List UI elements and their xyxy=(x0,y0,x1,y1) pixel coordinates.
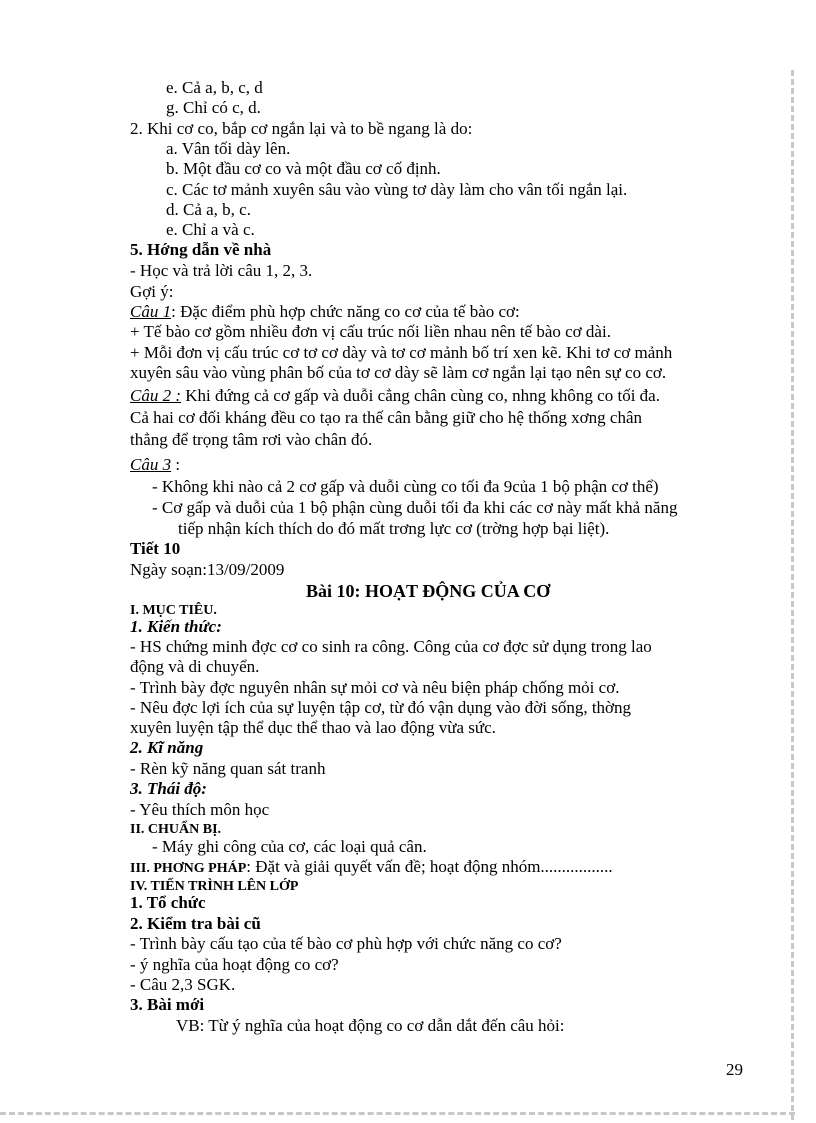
paragraph-line: - ý nghĩa của hoạt động co cơ? xyxy=(130,955,339,974)
list-item-continued: tiếp nhận kích thích do đó mất trơng lực cơ (trờng hợp bại liệt). xyxy=(178,519,610,538)
prep-date: Ngày soạn:13/09/2009 xyxy=(130,560,285,579)
section-procedure: IV. TIẾN TRÌNH LÊN LỚP xyxy=(130,879,299,894)
q2-option-c: c. Các tơ mảnh xuyên sâu vào vùng tơ dày làm cho vân tối ngắn lại. xyxy=(166,180,628,199)
paragraph-line: - Nêu đợc lợi ích của sự luyện tập cơ, từ đó vận dụng vào đời sống, thờng xyxy=(130,698,632,717)
lesson-name: : HOẠT ĐỘNG CỦA CƠ xyxy=(354,581,551,601)
page-border-right xyxy=(791,70,794,1120)
answer-option-e: e. Cả a, b, c, d xyxy=(166,78,263,97)
hint-question-2 xyxy=(130,386,660,406)
page-number: 29 xyxy=(726,1060,743,1079)
paragraph-line: + Mỗi đơn vị cấu trúc cơ tơ cơ dày và tơ cơ mảnh bố trí xen kẽ. Khi tơ cơ mảnh xyxy=(130,343,673,362)
paragraph-line: thẳng để trọng tâm rơi vào chân đó. xyxy=(130,430,373,449)
q2-option-a: a. Vân tối dày lên. xyxy=(166,139,291,158)
homework-text: - Học và trả lời câu 1, 2, 3. xyxy=(130,261,313,280)
lesson-title xyxy=(306,581,550,601)
section-method xyxy=(130,857,613,879)
question-1-label: Câu 1 xyxy=(130,302,172,321)
paragraph-line: xuyên sâu vào vùng phân bố của tơ cơ dày sẽ làm cơ ngắn lại tạo nên sự co cơ. xyxy=(130,363,667,382)
lesson-period: Tiết 10 xyxy=(130,539,181,558)
section-objectives: I. MỤC TIÊU. xyxy=(130,603,217,618)
paragraph-line: - Câu 2,3 SGK. xyxy=(130,975,236,994)
question-2-label: Câu 2 : xyxy=(130,386,181,405)
paragraph-line: - Trình bày đợc nguyên nhân sự mỏi cơ và nêu biện pháp chống mỏi cơ. xyxy=(130,678,620,697)
page-border-bottom xyxy=(0,1112,795,1115)
q2-option-e: e. Chỉ a và c. xyxy=(166,220,255,239)
list-item: - Không khi nào cả 2 cơ gấp và duỗi cùng co tối đa 9của 1 bộ phận cơ thể) xyxy=(152,477,659,496)
question-2: 2. Khi cơ co, bắp cơ ngắn lại và to bề ngang là do: xyxy=(130,119,473,138)
list-item: - Máy ghi công của cơ, các loại quả cân. xyxy=(152,837,427,856)
answer-option-g: g. Chỉ có c, d. xyxy=(166,98,261,117)
hint-question-1 xyxy=(130,302,520,322)
paragraph-line: động và di chuyển. xyxy=(130,657,260,676)
step-review: 2. Kiểm tra bài cũ xyxy=(130,914,261,933)
question-3-colon: : xyxy=(171,455,181,474)
question-2-text: Khi đứng cả cơ gấp và duỗi cẳng chân cùng co, nhng không co tối đa. xyxy=(181,386,660,405)
paragraph-line: - Yêu thích môn học xyxy=(130,800,270,819)
paragraph-line: VB: Từ ý nghĩa của hoạt động co cơ dẫn dắt đến câu hỏi: xyxy=(176,1016,565,1035)
q2-option-b: b. Một đầu cơ co và một đầu cơ cố định. xyxy=(166,159,441,178)
lesson-number: Bài 10 xyxy=(306,581,355,601)
subheading-skills: 2. Kĩ năng xyxy=(130,738,204,757)
homework-heading: 5. Hớng dẫn về nhà xyxy=(130,240,272,259)
paragraph-line: - HS chứng minh đợc cơ co sinh ra công. Công của cơ đợc sử dụng trong lao xyxy=(130,637,652,656)
method-text: : Đặt và giải quyết vấn đề; hoạt động nhóm................. xyxy=(246,857,613,876)
method-label: III. PHƠNG PHÁP xyxy=(130,861,247,876)
step-new-lesson: 3. Bài mới xyxy=(130,995,205,1014)
question-3-label: Câu 3 xyxy=(130,455,172,474)
subheading-attitude: 3. Thái độ: xyxy=(130,779,207,798)
question-1-text: : Đặc điểm phù hợp chức năng co cơ của tế bào cơ: xyxy=(171,302,520,321)
hint-question-3 xyxy=(130,455,180,475)
q2-option-d: d. Cả a, b, c. xyxy=(166,200,251,219)
paragraph-line: Cả hai cơ đối kháng đều co tạo ra thế cân bằng giữ cho hệ thống xơng chân xyxy=(130,408,643,427)
subheading-knowledge: 1. Kiến thức: xyxy=(130,617,222,636)
section-preparation: II. CHUẨN BỊ. xyxy=(130,822,222,837)
paragraph-line: - Trình bày cấu tạo của tế bào cơ phù hợp với chức năng co cơ? xyxy=(130,934,562,953)
hint-label: Gợi ý: xyxy=(130,282,174,301)
step-organization: 1. Tổ chức xyxy=(130,893,206,912)
paragraph-line: - Rèn kỹ năng quan sát tranh xyxy=(130,759,326,778)
paragraph-line: xuyên luyện tập thể dục thể thao và lao động vừa sức. xyxy=(130,718,496,737)
paragraph-line: + Tế bào cơ gồm nhiều đơn vị cấu trúc nối liền nhau nên tế bào cơ dài. xyxy=(130,322,611,341)
list-item: - Cơ gấp và duỗi của 1 bộ phận cùng duỗi tối đa khi các cơ này mất khả năng xyxy=(152,498,678,517)
